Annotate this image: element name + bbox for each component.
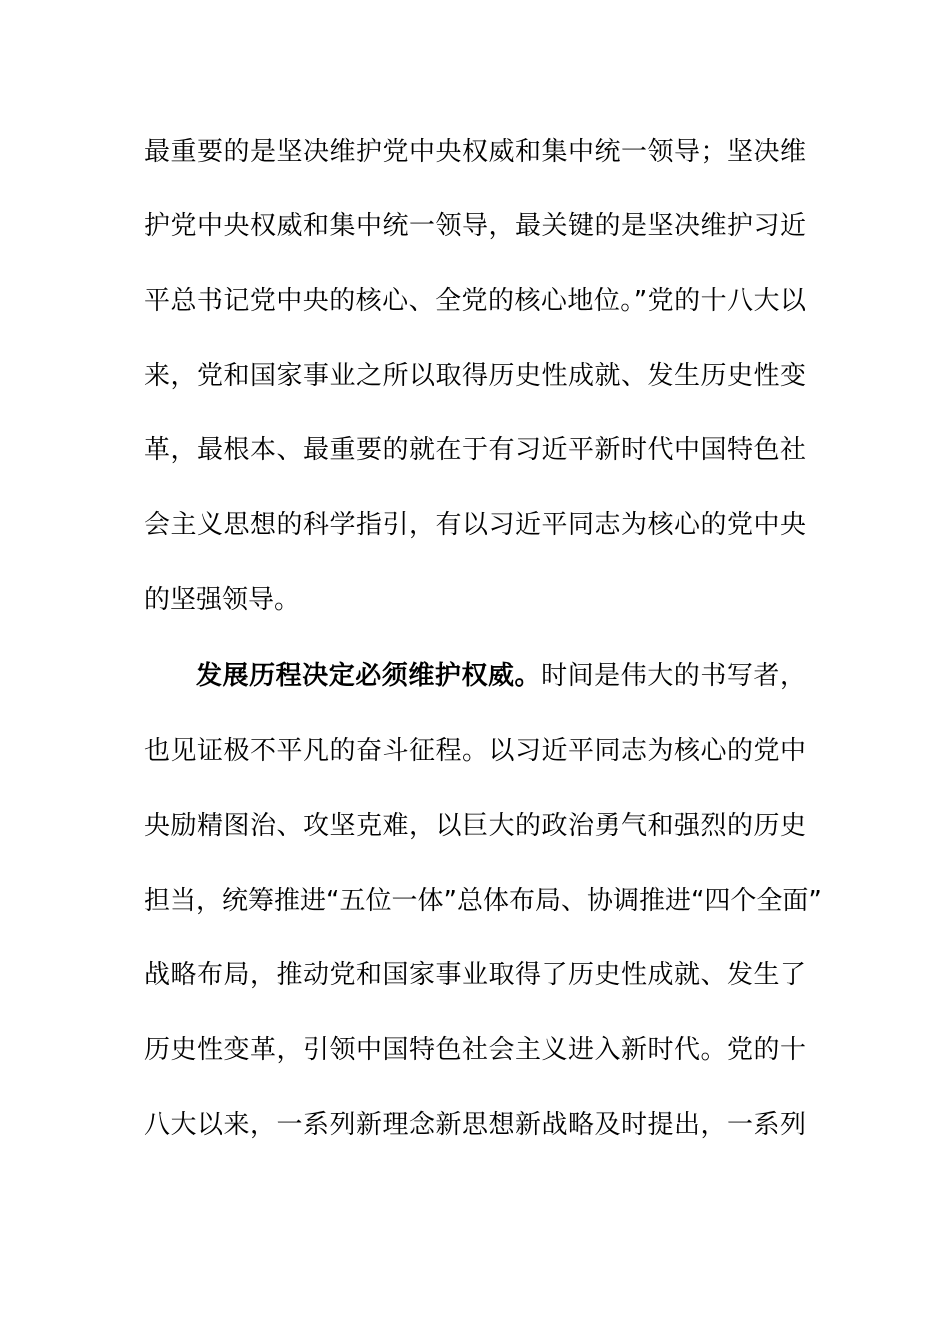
paragraph-line: 平总书记党中央的核心、全党的核心地位。”党的十八大以 (144, 286, 806, 316)
paragraph-line: 会主义思想的科学指引，有以习近平同志为核心的党中央 (144, 510, 806, 540)
paragraph-heading: 发展历程决定必须维护权威。 (196, 661, 542, 691)
paragraph-line: 担当，统筹推进“五位一体”总体布局、协调推进“四个全面” (144, 886, 822, 916)
paragraph-first-line (196, 656, 806, 696)
paragraph-line: 的坚强领导。 (144, 585, 301, 615)
paragraph-text: 时间是伟大的书写者， (541, 661, 806, 691)
paragraph-line: 央励精图治、攻坚克难，以巨大的政治勇气和强烈的历史 (144, 811, 806, 841)
paragraph-line: 也见证极不平凡的奋斗征程。以习近平同志为核心的党中 (144, 736, 806, 766)
paragraph-line: 历史性变革，引领中国特色社会主义进入新时代。党的十 (144, 1035, 806, 1065)
paragraph-line: 最重要的是坚决维护党中央权威和集中统一领导；坚决维 (144, 137, 806, 167)
paragraph-line: 护党中央权威和集中统一领导，最关键的是坚决维护习近 (144, 211, 806, 241)
paragraph-line: 来，党和国家事业之所以取得历史性成就、发生历史性变 (144, 361, 806, 391)
paragraph-line: 革，最根本、最重要的就在于有习近平新时代中国特色社 (144, 435, 806, 465)
paragraph-line: 八大以来，一系列新理念新思想新战略及时提出，一系列 (144, 1110, 806, 1140)
paragraph-line: 战略布局，推动党和国家事业取得了历史性成就、发生了 (144, 960, 806, 990)
